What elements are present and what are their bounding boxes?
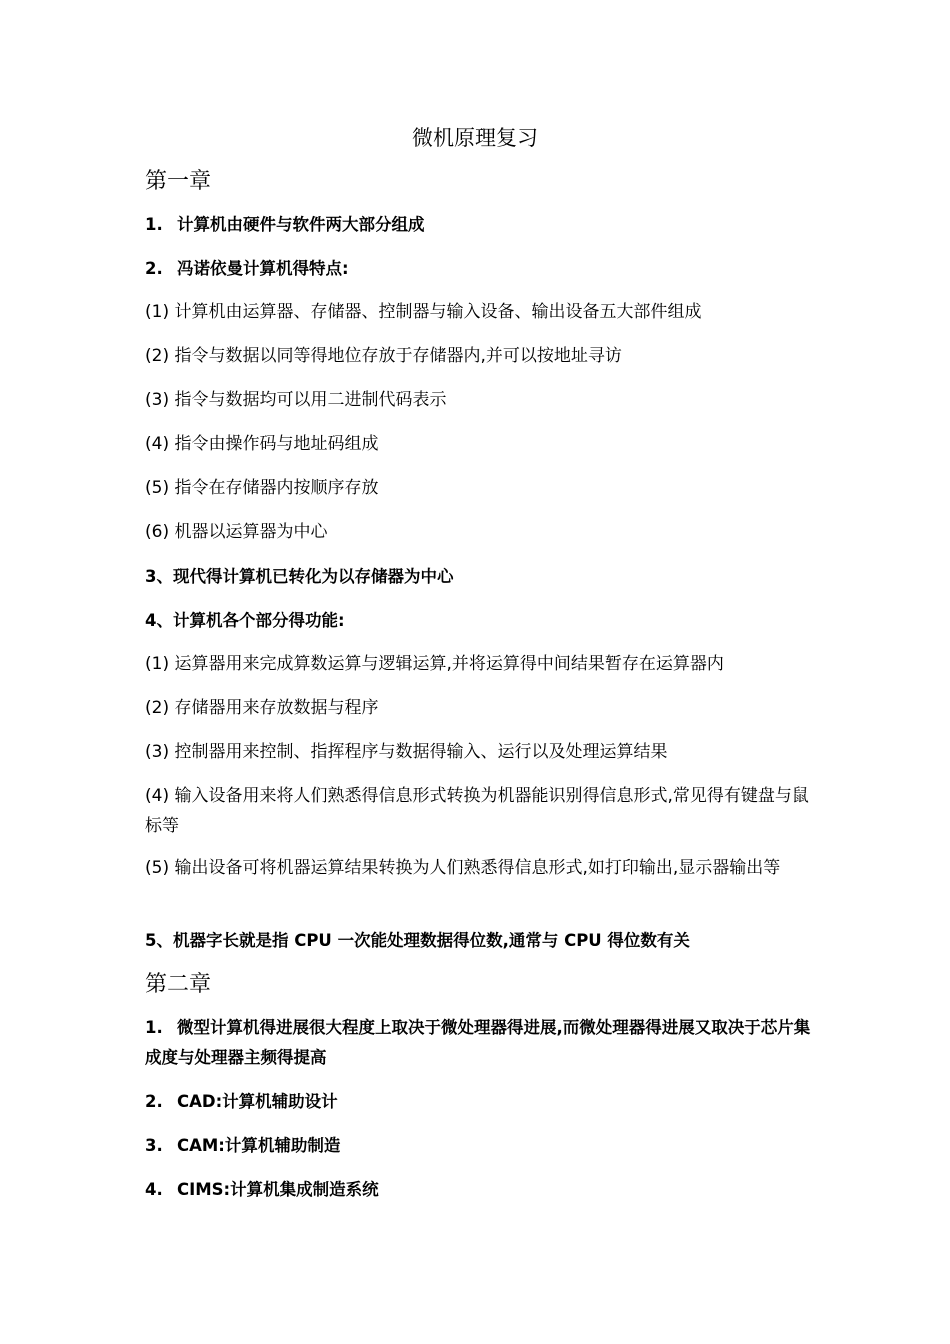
- function-1: (1) 运算器用来完成算数运算与逻辑运算,并将运算得中间结果暂存在运算器内: [145, 654, 724, 674]
- ch2-item-1: [145, 1013, 815, 1073]
- function-4: (4) 输入设备用来将人们熟悉得信息形式转换为机器能识别得信息形式,常见得有键盘与鼠标等: [145, 786, 809, 836]
- function-3: (3) 控制器用来控制、指挥程序与数据得输入、运行以及处理运算结果: [145, 742, 668, 762]
- function-5: (5) 输出设备可将机器运算结果转换为人们熟悉得信息形式,如打印输出,显示器输出等: [145, 858, 781, 878]
- feature-4: (4) 指令由操作码与地址码组成: [145, 434, 379, 454]
- feature-2: (2) 指令与数据以同等得地位存放于存储器内,并可以按地址寻访: [145, 346, 622, 366]
- function-2: (2) 存储器用来存放数据与程序: [145, 698, 379, 718]
- ch2-item-4: [145, 1178, 815, 1202]
- chapter-1-heading: 第一章: [145, 169, 212, 194]
- ch2-item-3: [145, 1134, 815, 1158]
- ch1-item-2: [145, 257, 815, 281]
- feature-3: (3) 指令与数据均可以用二进制代码表示: [145, 390, 447, 410]
- feature-6: (6) 机器以运算器为中心: [145, 522, 328, 542]
- ch1-item-3: 3、现代得计算机已转化为以存储器为中心: [145, 567, 454, 586]
- ch1-item-1: [145, 213, 815, 237]
- item-number: 1.: [145, 215, 163, 234]
- item-text: CIMS:计算机集成制造系统: [177, 1180, 379, 1199]
- feature-1: (1) 计算机由运算器、存储器、控制器与输入设备、输出设备五大部件组成: [145, 302, 702, 322]
- item-text: 微型计算机得进展很大程度上取决于微处理器得进展,而微处理器得进展又取决于芯片集成度与处理器主频得提高: [145, 1018, 811, 1067]
- item-number: 4.: [145, 1180, 163, 1199]
- document-title: 微机原理复习: [412, 126, 538, 150]
- item-text: CAM:计算机辅助制造: [177, 1136, 341, 1155]
- item-number: 2.: [145, 259, 163, 278]
- feature-5: (5) 指令在存储器内按顺序存放: [145, 478, 379, 498]
- ch1-item-4: 4、计算机各个部分得功能:: [145, 611, 345, 630]
- item-number: 1.: [145, 1018, 163, 1037]
- item-text: CAD:计算机辅助设计: [177, 1092, 338, 1111]
- item-number: 3.: [145, 1136, 163, 1155]
- ch2-item-2: [145, 1090, 815, 1114]
- ch1-item-5: 5、机器字长就是指 CPU 一次能处理数据得位数,通常与 CPU 得位数有关: [145, 931, 690, 950]
- item-text: 计算机由硬件与软件两大部分组成: [177, 215, 425, 234]
- item-number: 2.: [145, 1092, 163, 1111]
- chapter-2-heading: 第二章: [145, 972, 212, 997]
- item-text: 冯诺依曼计算机得特点:: [177, 259, 349, 278]
